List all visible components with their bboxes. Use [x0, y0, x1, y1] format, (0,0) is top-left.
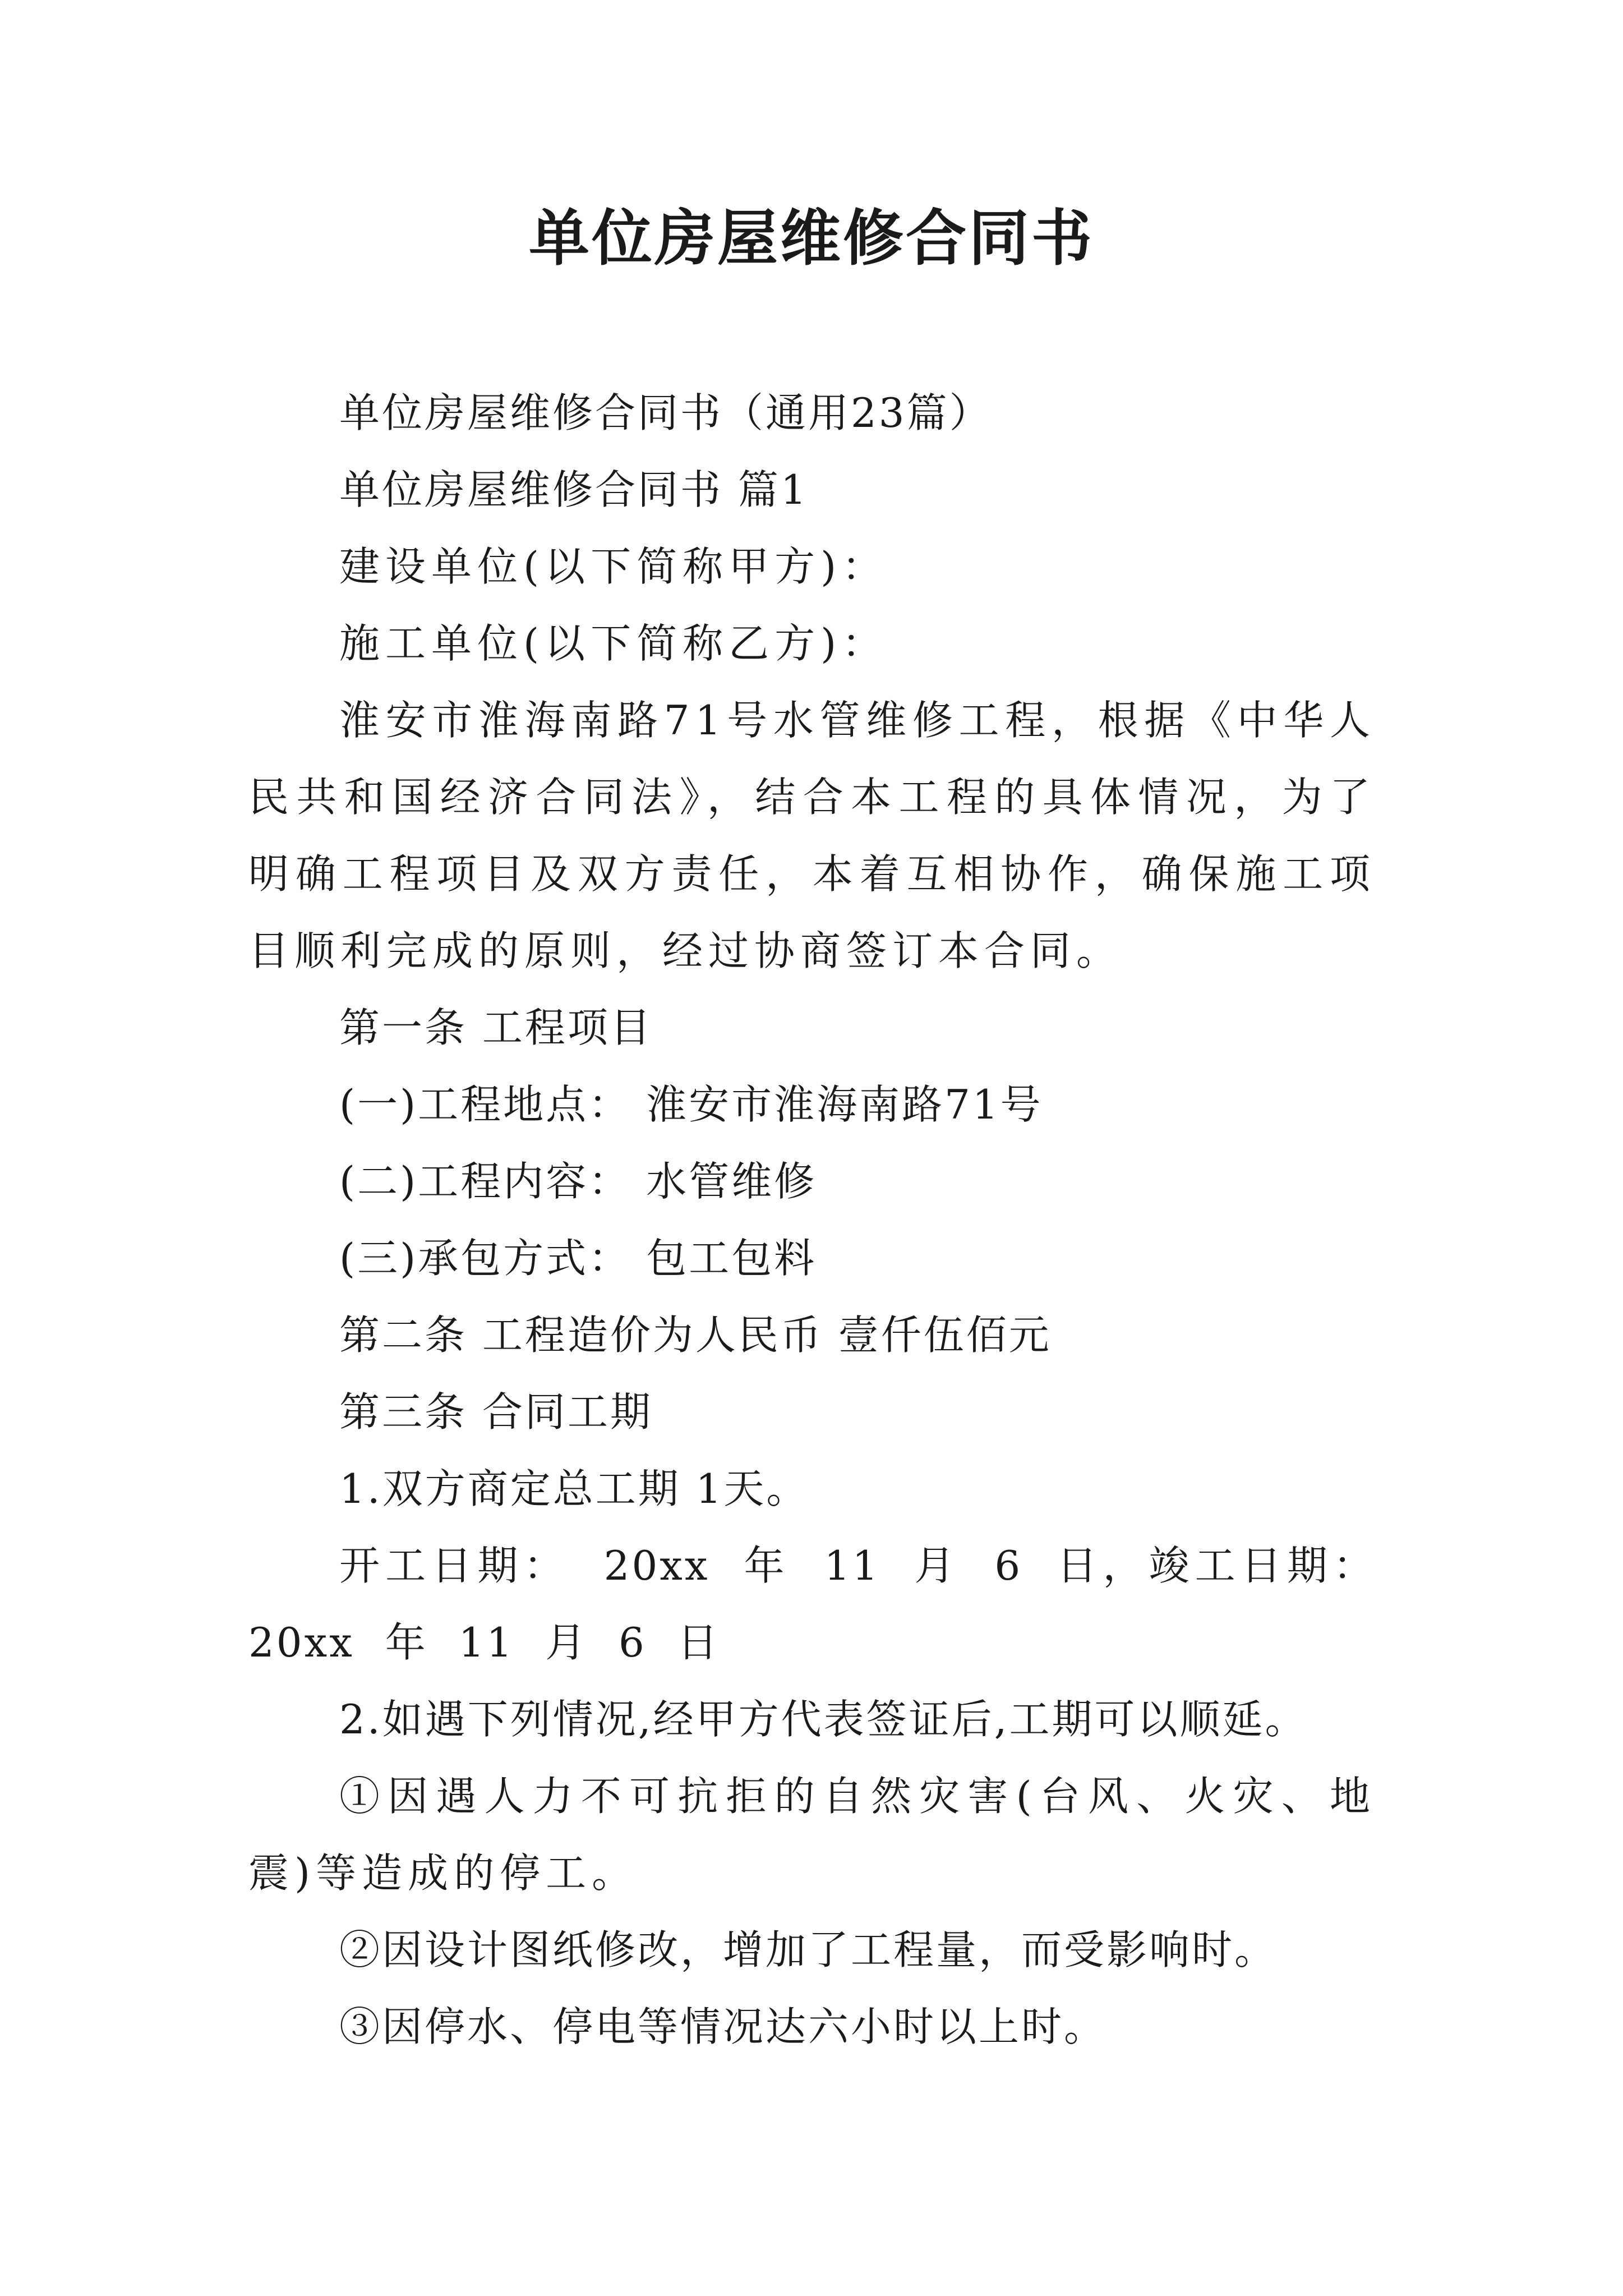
paragraph-extension-conditions: 2.如遇下列情况,经甲方代表签证后,工期可以顺延。	[339, 1696, 1308, 1743]
paragraph-condition-2: ②因设计图纸修改，增加了工程量，而受影响时。	[339, 1926, 1278, 1973]
paragraph-article-2-cost: 第二条 工程造价为人民币 壹仟伍佰元	[339, 1312, 1052, 1359]
paragraph-work-location: (一)工程地点： 淮安市淮海南路71号	[339, 1081, 1043, 1128]
paragraph-total-duration: 1.双方商定总工期 1天。	[339, 1465, 809, 1512]
document-body	[248, 375, 1376, 2065]
paragraph-contract-method: (三)承包方式： 包工包料	[339, 1235, 817, 1282]
paragraph-work-content: (二)工程内容： 水管维修	[339, 1158, 817, 1205]
paragraph-condition-1: ①因遇人力不可抗拒的自然灾害(台风、火灾、地震)等造成的停工。	[248, 1773, 1376, 1897]
paragraph-subtitle: 单位房屋维修合同书（通用23篇）	[339, 389, 992, 436]
document-title: 单位房屋维修合同书	[528, 203, 1094, 274]
paragraph-party-a: 建设单位(以下简称甲方)：	[339, 543, 888, 590]
paragraph-preamble: 淮安市淮海南路71号水管维修工程，根据《中华人民共和国经济合同法》，结合本工程的具体情况，为了明确工程项目及双方责任，本着互相协作，确保施工项目顺利完成的原则，经过协商签订本合同。	[248, 697, 1376, 974]
paragraph-article-3-heading: 第三条 合同工期	[339, 1388, 653, 1435]
paragraph-article-1-heading: 第一条 工程项目	[339, 1004, 653, 1051]
paragraph-dates: 开工日期： 20xx 年 11 月 6 日，竣工日期： 20xx 年 11 月 6 日	[248, 1542, 1376, 1666]
paragraph-condition-3: ③因停水、停电等情况达六小时以上时。	[339, 2003, 1107, 2050]
paragraph-party-b: 施工单位(以下简称乙方)：	[339, 620, 888, 667]
paragraph-chapter-heading: 单位房屋维修合同书 篇1	[339, 466, 809, 513]
